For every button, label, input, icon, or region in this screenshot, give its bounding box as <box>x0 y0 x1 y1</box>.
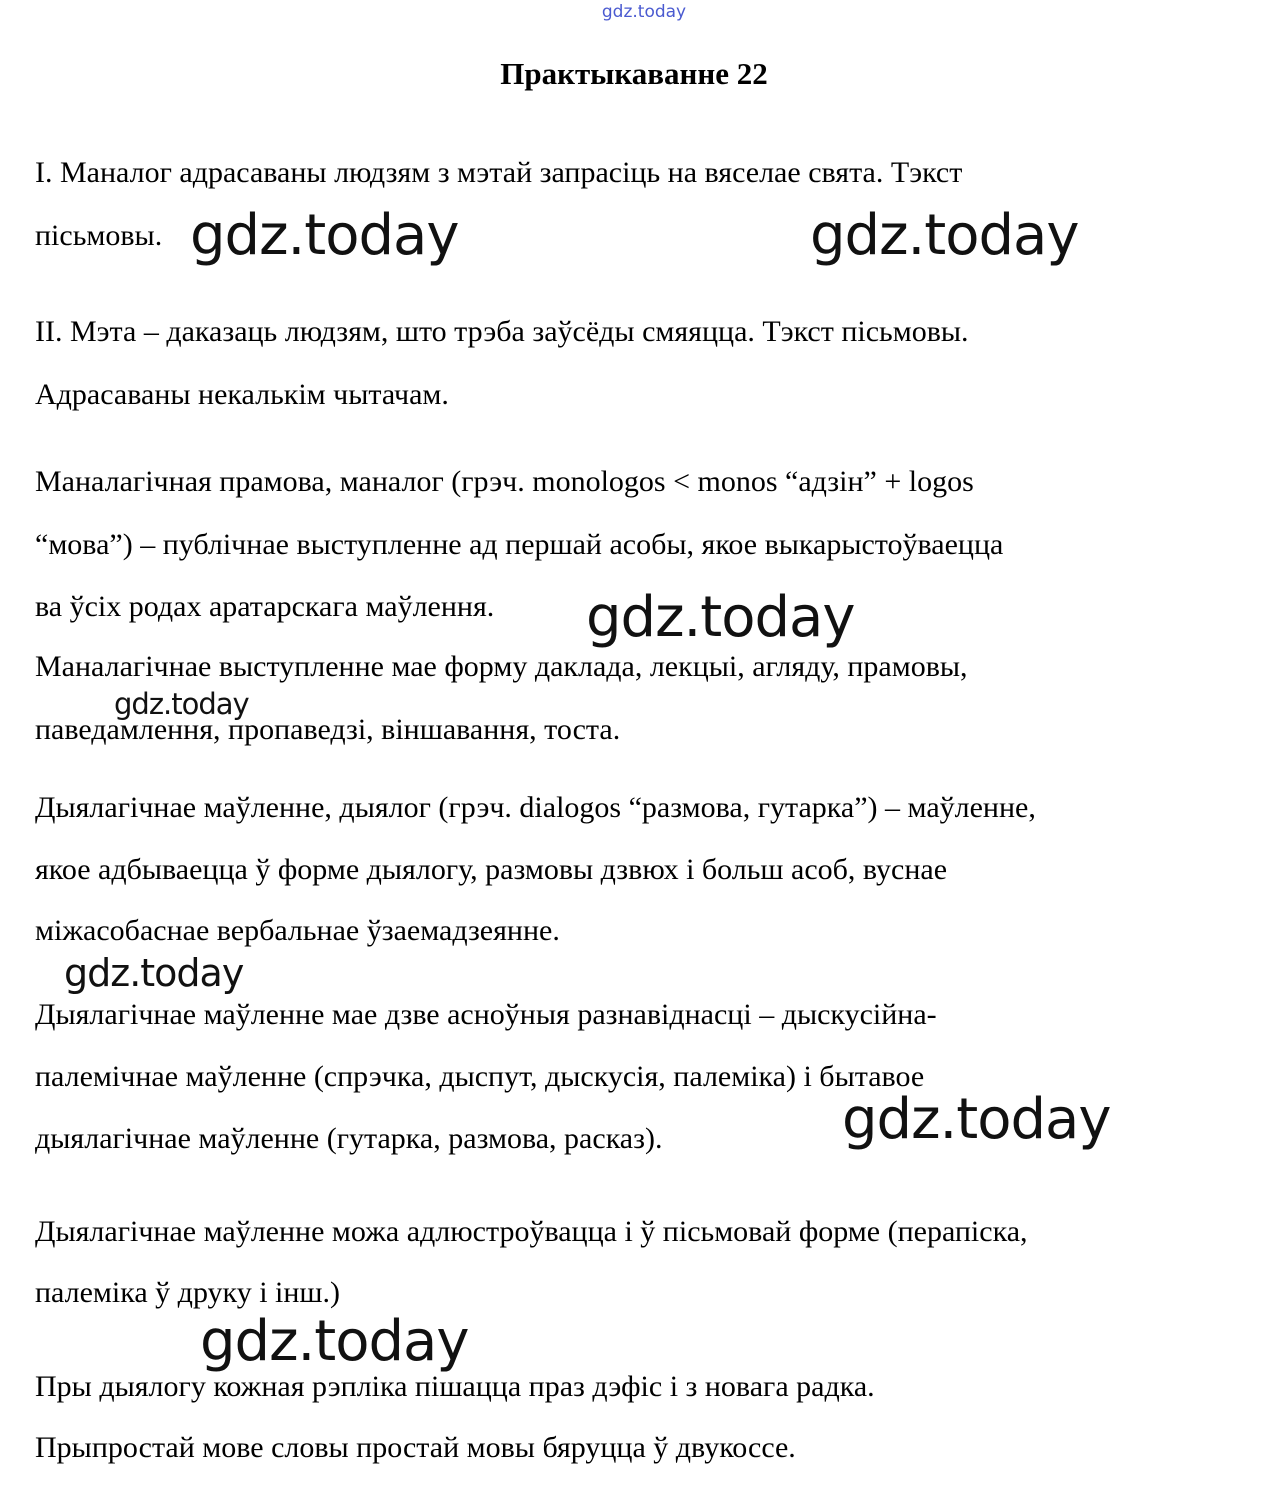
text-line: пісьмовы. <box>35 219 163 252</box>
text-line: “мова”) – публічнае выступленне ад першай асобы, якое выкарыстоўваецца <box>35 528 1004 561</box>
watermark: gdz.today <box>190 203 459 268</box>
text-line: якое адбываецца ў форме дыялогу, размовы дзвюх і больш асоб, вуснае <box>35 853 948 886</box>
text-line: Дыялагічнае маўленне, дыялог (грэч. dialogos “размова, гутарка”) – маўленне, <box>35 791 1036 824</box>
text-line: Пры дыялогу кожная рэпліка пішацца праз дэфіс і з новага радка. <box>35 1370 875 1403</box>
page-title: Практыкаванне 22 <box>500 56 768 91</box>
text-line: дыялагічнае маўленне (гутарка, размова, расказ). <box>35 1122 663 1155</box>
text-line: Прыпростай мове словы простай мовы бяруцца ў двукоссе. <box>35 1431 796 1464</box>
text-line: Маналагічнае выступленне мае форму даклада, лекцыі, агляду, прамовы, <box>35 650 968 683</box>
top-watermark: gdz.today <box>601 2 687 22</box>
text-line: Адрасаваны некалькім чытачам. <box>35 378 449 411</box>
text-line: Дыялагічнае маўленне можа адлюстроўвацца і ў пісьмовай форме (перапіска, <box>35 1215 1028 1248</box>
watermark: gdz.today <box>114 687 249 721</box>
text-line: ва ўсіх родах аратарскага маўлення. <box>35 590 495 623</box>
watermark: gdz.today <box>586 585 855 650</box>
watermark: gdz.today <box>64 951 244 995</box>
watermark: gdz.today <box>842 1087 1111 1152</box>
watermark: gdz.today <box>200 1309 469 1374</box>
watermark: gdz.today <box>810 203 1079 268</box>
text-line: паведамлення, пропаведзі, віншавання, тоста. <box>35 713 621 746</box>
text-line: Дыялагічнае маўленне мае дзве асноўныя разнавіднасці – дыскусійна- <box>35 998 937 1031</box>
text-line: палеміка ў друку і інш.) <box>35 1276 341 1309</box>
text-line: І. Маналог адрасаваны людзям з мэтай запрасіць на вяселае свята. Тэкст <box>35 156 963 189</box>
text-line: ІІ. Мэта – даказаць людзям, што трэба заўсёды смяяцца. Тэкст пісьмовы. <box>35 315 969 348</box>
text-line: палемічнае маўленне (спрэчка, дыспут, дыскусія, палеміка) і бытавое <box>35 1060 925 1093</box>
text-line: міжасобаснае вербальнае ўзаемадзеянне. <box>35 914 560 947</box>
text-line: Маналагічная прамова, маналог (грэч. monologos < monos “адзін” + logos <box>35 465 974 498</box>
